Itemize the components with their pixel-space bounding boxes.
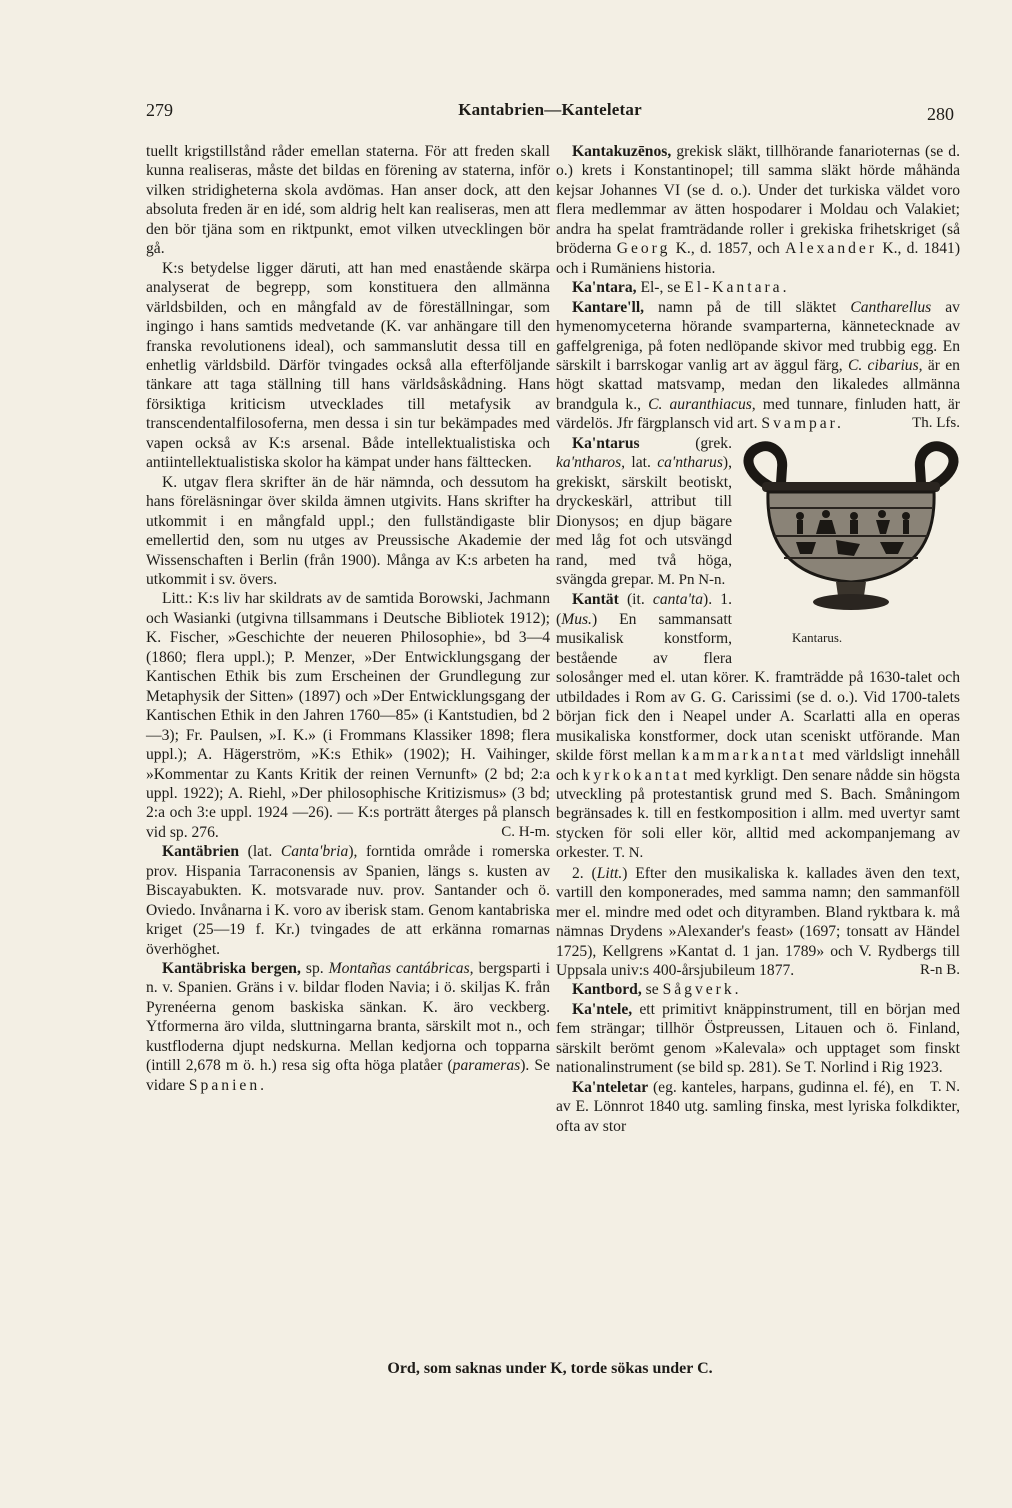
author-signature: T. N. [613,845,644,862]
author-signature: T. N. [929,1078,960,1095]
headword: Kantare'll, [572,298,645,316]
page-number-right: 280 [927,104,954,124]
headword: Kantäbriska bergen, [162,960,301,978]
cross-reference: El-Kantara. [684,279,790,297]
entry-kantakuzenos: Kantakuzēnos, grekisk släkt, tillhörande fanarioternas (se d. o.) krets i Konstantinopel; till samma släkt hörde måhända kejsar Johannes VI (se d. o.). Under det turkiska väldet voro flera medlemmar av ätten hospodarer i Moldau och Valakiet; andra ha spelat framträdande roller i grekiska frihetskriget (så bröderna Georg K., d. 1857, och Alexander K., d. 1841) och i Rumäniens historia. [556,143,961,277]
page-header [146,100,954,124]
entry-kantat: Kantät (it. canta'ta). 1. (Mus.) En sammansatt musikalisk konstform, bestående av flera solosånger med el. utan körer. K. framträdde på 1630-talet och utbildades i Rom av G. G. Carissimi (se d. o.). Vid 1700-talets början fick den i Neapel under A. Scarlatti alla en operas musikaliska konstformer, dock utan sceniskt utförande. Man skilde först mellan kammarkantat med världsligt innehåll och kyrkokantat med kyrkligt. Den senare nådde sin högsta utveckling på protestantisk grund med S. Bach. Småningom begränsades k. till en festkomposition i allm. med uvertyr samt stycken för soli eller kör, alltid med ackompanjemang av orkester. T. N. [556,591,961,862]
page-footer-note: Ord, som saknas under K, torde sökas under C. [387,1360,713,1377]
headword: Ka'nteletar [572,1078,649,1096]
entry-kantabrien: Kantäbrien (lat. Canta'bria), forntida område i romerska prov. Hispania Tarraconensis av Spanien, längs s. kusten av Biscayabukten. K. motsvarade nuv. prov. Santander och ö. Oviedo. Invånarna i K. voro av iberisk stam. Genom kantabriska kriget (25—19 f. Kr.) tvingades de att erkänna romarnas överhöghet. [146,843,550,958]
right-column [556,142,960,1136]
author-signature: R-n B. [919,962,960,979]
headword: Kantäbrien [162,843,240,861]
entry-kantabriska-bergen: Kantäbriska bergen, sp. Montañas cantábricas, bergsparti i n. v. Spanien. Gräns i v. bildar floden Navia; i ö. skiljas K. från Pyrenéerna genom baskiska sänkan. K. äro veckberg. Ytformerna äro vilda, sluttningarna branta, särskilt mot n., och kustfloderna djupt nedskurna. Mellan kedjorna och topparna (intill 2,678 m ö. h.) resa sig ofta höga platåer (parameras). Se vidare Spanien. [146,960,550,1094]
entry-kantarus: Ka'ntarus (grek. ka'ntharos, lat. ca'ntharus), grekiskt, särskilt beotiskt, dryckeskärl, attribut till Dionysos; en djup bägare med låg fot och utsvängd rand, med två höga, svängda grepar. M. Pn N-n. [556,434,732,588]
entry-kanteletar: Ka'nteletar (eg. kanteles, harpans, gudinna el. fé), en av E. Lönnrot 1840 utg. samling finska, mest lyriska folkdikter, ofta av stor [556,1078,960,1135]
kant-paragraph-3: K. utgav flera skrifter än de här nämnda, och dessutom ha hans föreläsningar över skilda ämnen utgivits. Hans skrifter ha utkommit i en mångfald uppl.; den fullständigaste blir emellertid den, som nu utges av Preussische Akademie der Wissenschaften i Berlin (från 1900). Många av K:s arbeten ha utkommit i sv. övers. [146,473,550,588]
author-signature: C. H-m. [501,823,550,840]
entry-kantbord: Kantbord, se Sågverk. [572,981,742,999]
left-column [146,142,550,1095]
kant-paragraph-1: tuellt krigstillstånd råder emellan staterna. För att freden skall kunna realiseras, måste det bildas en förening av staterna, inför vilken stridigheterna skola avdömas. Han anser dock, att den absoluta freden är en idé, som aldrig helt kan realiseras, men att den bör tjäna som en riktpunkt, emot vilken utvecklingen bör gå. [146,143,550,258]
headword: Ka'ntarus [572,434,640,452]
kant-paragraph-2: K:s betydelse ligger däruti, att han med enastående skärpa analyserat de begrepp, som konstituera den allmänna världsbilden, och en mångfald av de föreställningar, som ingingo i hans samtids medvetande (K. var anhängare till den franska revolutionens ideal), och sammanslutit dessa till en enhetlig världsbild. Därför tvingades också alla efterföljande tänkare att taga ställning till hans världsåskådning. Hans försiktiga kriticism utvecklades till metafysik av transcendentalfilosoferna, men dessa i sin tur bekämpades med vapen också av K:s arsenal. Både intellektualistiska och antiintellektualistiska skolor ha kämpat under hans fälttecken. [146,259,550,472]
headword: Kantakuzēnos, [572,143,672,160]
running-title: Kantabrien—Kanteletar [458,100,642,119]
author-signature: Th. Lfs. [912,415,960,432]
entry-kantele: Ka'ntele, ett primitivt knäppinstrument, till en början med fem strängar; tillhör Östpreussen, Litauen och ö. Finland, särskilt berömt genom »Kalevala» och upptaget som finskt nationalinstrument (se bild sp. 281). Se T. Norlind i Rig 1923. T. N. [556,1000,960,1078]
entry-kantara: Ka'ntara, El-, se El-Kantara. [572,279,790,297]
headword: Kantät [572,591,619,609]
literature-text: Litt.: K:s liv har skildrats av de samtida Borowski, Jachmann och Wasianki (utgivna tillsammans i Deutsche Bibliotek 1912); K. Fischer, »Geschichte der neueren Philosophie», bd 3—4 (1860; flera uppl.); P. Menzer, »Der Entwicklungsgang der Kantischen Ethik bis zum Erscheinen der Grundlegung zur Metaphysik der Sitten» (1897) och »Der Entwicklungsgang der Kantischen Ethik in den Jahren 1760—85» (i Kantstudien, bd 2—3); Fr. Paulsen, »I. K.» (i Frommans Klassiker 1898; flera uppl.); A. Hägerström, »K:s Ethik» (1902); H. Vaihinger, »Kommentar zu Kants Kritik der reinen Vernunft» (2 bd; 2:a uppl. 1922); A. Riehl, »Der philosophische Kritizismus» (3 bd; 2:a och 3:e uppl. 1924 —26). — K:s porträtt återges på plansch vid sp. 276. [146,590,550,841]
cross-reference: Spanien. [188,1076,268,1094]
kantharos-vase-image [740,438,962,624]
author-signature: M. Pn N-n. [657,571,726,588]
headword: Ka'ntele, [572,1000,633,1018]
cross-reference: Sågverk. [662,981,742,999]
vase-stem [836,582,866,596]
kant-literature [146,589,550,842]
vase-foot [813,594,889,610]
kantarus-figure [740,438,962,662]
headword: Kantbord, [572,981,642,999]
entry-kantat-2: 2. (Litt.) Efter den musikaliska k. kallades även den text, vartill den komponerades, med samma namn; den sammanföll mer el. mindre med odet och dityramben. Bland ryktbara k. må nämnas Drydens »Alexander's feast» (1697; tonsatt av Händel 1725), Kellgrens »Kantat d. 1 jan. 1789» och V. Rydbergs till Uppsala univ:s 400-årsjubileum 1877. R-n B. [556,864,960,980]
figure-caption: Kantarus. [792,629,843,645]
headword: Ka'ntara, [572,279,637,297]
cross-reference: Svampar. [761,415,844,433]
page-number-left: 279 [146,100,173,120]
entry-kantarell: Kantare'll, namn på de till släktet Cantharellus av hymenomyceterna hörande svamparterna, kännetecknade av gaffelgreniga, på foten nedlöpande skivor med trubbig egg. En särskilt i barrskogar vanlig art av äggul färg, C. cibarius, är en högt skattad matsvamp, medan den likaledes allmänna brandgula k., C. auranthiacus, med tunnare, finluden hatt, är värdelös. Jfr färgplansch vid art. Svampar. Th. Lfs. [556,298,960,433]
